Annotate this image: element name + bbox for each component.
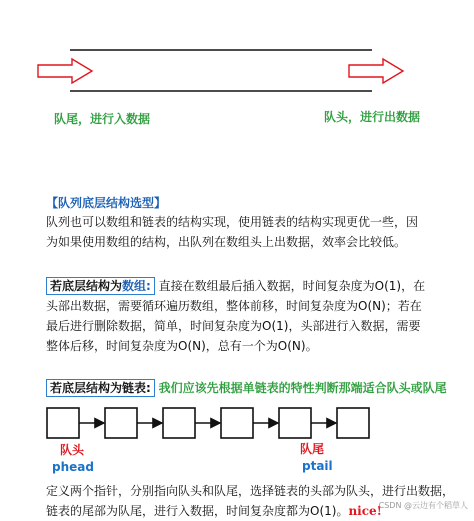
list-structure-label: 若底层结构为链表: <box>46 379 155 397</box>
array-line-1-text: 直接在数组最后插入数据，时间复杂度为O(1)，在 <box>158 279 426 293</box>
dequeue-arrow-icon <box>349 59 403 83</box>
list-head-label: 队头 <box>60 443 85 457</box>
list-tail-pointer: ptail <box>302 459 333 473</box>
list-tail-label: 队尾 <box>300 442 325 456</box>
conclusion-line-2-text: 链表的尾部为队尾，进行入数据，时间复杂度都为O(1)。 <box>46 504 349 518</box>
list-head-pointer: phead <box>52 460 94 474</box>
array-section <box>46 276 446 356</box>
conclusion-line-1: 定义两个指针，分别指向队头和队尾，选择链表的头部为队头，进行出数据， <box>46 484 455 498</box>
list-section-note: 我们应该先根据单链表的特性判断那端适合队头或队尾 <box>158 381 447 395</box>
intro-paragraph <box>46 212 446 252</box>
intro-line-2: 为如果使用数组的结构，出队列在数组头上出数据，效率会比较低。 <box>46 235 407 249</box>
array-line-4: 整体后移，时间复杂度为O(N)，总有一个为O(N)。 <box>46 339 318 353</box>
enqueue-arrow-icon <box>38 59 92 83</box>
queue-tail-label: 队尾，进行入数据 <box>54 112 151 126</box>
queue-diagram <box>0 0 474 110</box>
array-structure-label <box>46 277 155 295</box>
array-line-2: 头部出数据，需要循环遍历数组，整体前移，时间复杂度为O(N)；若在 <box>46 299 422 313</box>
list-node <box>163 408 195 438</box>
section-heading: 【队列底层结构选型】 <box>46 196 167 210</box>
watermark: CSDN @云边有个稻草人 <box>378 501 468 510</box>
array-label-highlight: 数组: <box>122 279 151 293</box>
list-node <box>105 408 137 438</box>
list-node <box>221 408 253 438</box>
conclusion-exclaim: nice! <box>348 504 382 518</box>
list-section <box>46 378 466 398</box>
intro-line-1: 队列也可以数组和链表的结构实现，使用链表的结构实现更优一些，因 <box>46 215 419 229</box>
array-line-3: 最后进行删除数据，简单，时间复杂度为O(1)，头部进行入数据，需要 <box>46 319 421 333</box>
array-label-prefix: 若底层结构为 <box>50 279 123 293</box>
list-node <box>47 408 79 438</box>
list-node <box>279 408 311 438</box>
queue-head-label: 队头，进行出数据 <box>324 110 421 124</box>
list-node <box>337 408 369 438</box>
array-line-1 <box>46 276 446 296</box>
